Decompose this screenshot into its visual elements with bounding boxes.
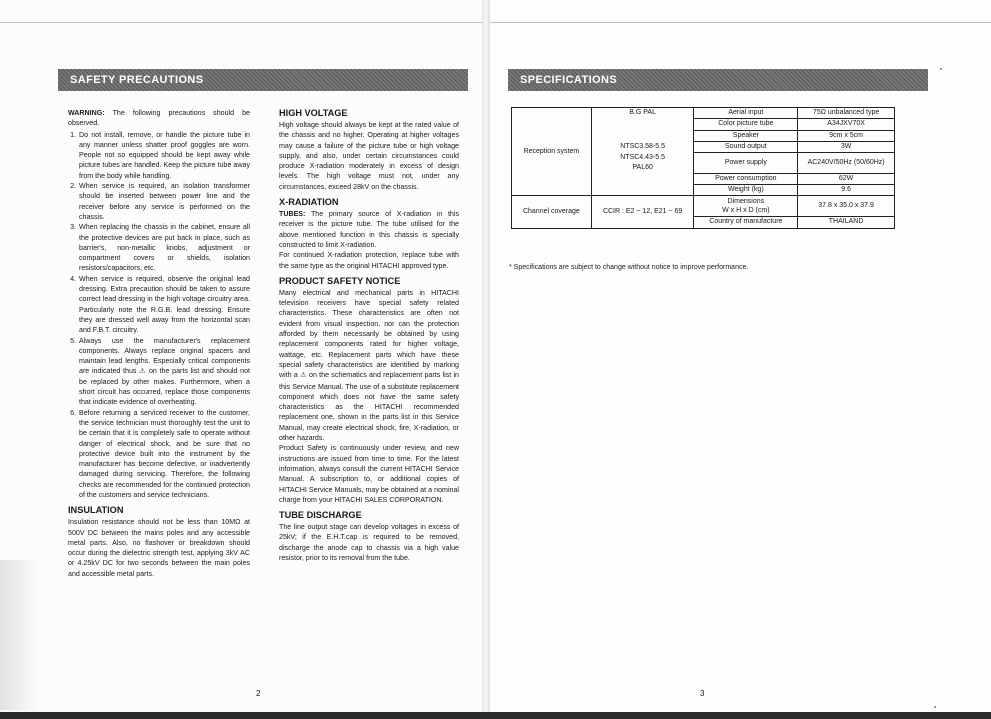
precaution-item: 4. When service is required, observe the original lead dressing. Extra precaution should be taken to assure correct lead dressing in the high voltage circuitry area. Particularly note the R.G.B. lead dressing. Ensure they are dressed well away from the horizontal scan and F.B.T. circuitry.	[78, 274, 250, 336]
product-safety-paragraph	[279, 288, 459, 443]
spec-label: Country of manufacture	[694, 217, 798, 228]
precaution-item: 6. Before returning a serviced receiver to the customer, the service technician must thoroughly test the unit to be certain that it is completely safe to operate without danger of electrical shock, and be sure that no protective device built into the instrument by the manufacturer has become defective, or inadvertently damaged during servicing. Therefore, the following checks are recommended for the continued protection of the customers and service technicians.	[78, 408, 250, 501]
reception-spacer	[591, 173, 694, 184]
channel-coverage-value: CCIR : E2 ~ 12, E21 ~ 69	[591, 196, 694, 228]
spec-label: Speaker	[694, 130, 798, 141]
product-safety-heading: PRODUCT SAFETY NOTICE	[279, 275, 401, 286]
spec-value: 62W	[798, 173, 895, 184]
high-voltage-heading: HIGH VOLTAGE	[279, 108, 348, 118]
channel-coverage-label: Channel coverage	[512, 196, 592, 228]
reception-spacer	[591, 119, 694, 130]
spec-label: Sound output	[694, 141, 798, 152]
reception-value: NTSC3.58-5.5	[591, 141, 694, 152]
page-number-right: 3	[700, 689, 705, 698]
reception-system-label: Reception system	[512, 108, 592, 196]
spec-label: Dimensions	[727, 198, 765, 206]
high-voltage-text: High voltage should always be kept at the rated value of the chassis and no higher. Operating at higher voltages may cause a failure of the picture tube or high voltage supply, and also, under certain circumstances could produce X-radiation moderately in excess of design levels. The high voltage must not, under any circumstances, exceed 28kV on the chassis.	[279, 121, 459, 191]
warning-text: The following precautions should be observed.	[68, 109, 250, 128]
dimensions-cell	[694, 196, 798, 217]
reception-spacer	[591, 130, 694, 141]
spec-label: Power supply	[694, 153, 798, 174]
safety-precautions-header: SAFETY PRECAUTIONS	[58, 69, 468, 91]
x-radiation-heading: X-RADIATION	[279, 197, 339, 208]
scan-bottom-edge	[0, 712, 991, 719]
spec-label: Color picture tube	[694, 119, 798, 130]
tubes-label: TUBES:	[279, 210, 306, 219]
spec-value: 3W	[798, 141, 895, 152]
spec-label: Aerial input	[694, 108, 798, 119]
reception-value: NTSC4.43-5.5	[591, 153, 694, 163]
spec-label: Weight (kg)	[694, 185, 798, 196]
reception-spacer	[591, 185, 694, 196]
product-safety-text-3: Product Safety is continuously under review, and new instructions are issued from time to time. For the latest information, always consult the current HITACHI Service Manual. A subscription to, or additional copies of HITACHI Service Manuals, may be obtained at a nominal charge from your HITACHI SALES CORPORATION.	[279, 444, 459, 504]
product-safety-text-1: Many electrical and mechanical parts in HITACHI television receivers have special safety related characteristics. These characteristics are often not evident from visual inspection, nor can the protection afforded by them necessarily be obtained by using replacement components rated for higher voltage, wattage, etc. Replacement parts which have these special safety characteristics are identified by marking with a	[279, 288, 459, 380]
page-number-left: 2	[256, 689, 261, 698]
table-row	[512, 108, 895, 119]
left-column	[68, 108, 250, 579]
spec-value: THAILAND	[798, 217, 895, 228]
x-radiation-text: The primary source of X-radiation in this receiver is the picture tube. The tube utilised for the above mentioned function in this chassis is specially constructed to limit X-radiation.	[279, 210, 459, 249]
specifications-table	[511, 107, 895, 229]
insulation-text: Insulation resistance should not be less than 10MΩ at 500V DC between the mains poles and any accessible metal parts. Also, no flashover or breakdown should occur during the dielectric strength test, applying 3kV AC or 4.25kV DC for two seconds between the main poles and accessible metal parts.	[68, 518, 250, 578]
reception-value: PAL60	[591, 163, 694, 173]
tube-discharge-text: The line output stage can develop voltages in excess of 25kV; if the E.H.T.cap is required to be removed, discharge the anode cap to chassis via a high value resistor, prior to its removal from the tube.	[279, 523, 459, 562]
scan-speck	[940, 68, 942, 70]
scan-speck	[934, 706, 936, 708]
precautions-list	[68, 130, 250, 501]
reception-value: B.G PAL	[591, 108, 694, 119]
x-radiation-paragraph	[279, 209, 459, 250]
specifications-footnote: * Specifications are subject to change without notice to improve performance.	[509, 264, 749, 271]
table-row	[512, 196, 895, 217]
precaution-item: 1. Do not install, remove, or handle the picture tube in any manner unless shatter proof goggles are worn. People not so equipped should be kept away while picture tubes are handled. Keep the picture tube away from the body while handling.	[78, 130, 250, 181]
precaution-item: 5. Always use the manufacturer's replacement components. Always replace original spacers and maintain lead lengths. Especially critical components are indicated thus ⚠ on the parts list and should not be replaced by other makes. Furthermore, when a short circuit has occurred, replace those components that indicate evidence of overheating.	[78, 336, 250, 408]
product-safety-text-2: on the schematics and replacement parts list in this Service Manual. The use of a substitute replacement component which does not have the same safety characteristics as the HITACHI recommended replacement one, shown in the parts list in this Service Manual, may create electrical shock, fire, X-radiation, or other hazards.	[279, 371, 459, 443]
spec-value: 9cm x 5cm	[798, 130, 895, 141]
spec-value: AC240V/50Hz (50/60Hz)	[798, 153, 895, 174]
spec-label-sub: W x H x D (cm)	[722, 207, 770, 215]
specifications-header: SPECIFICATIONS	[508, 69, 928, 91]
spec-value: 75Ω unbalanced type	[798, 108, 895, 119]
page-gutter	[482, 0, 490, 719]
spec-label: Power consumption	[694, 173, 798, 184]
middle-column	[279, 108, 459, 563]
warning-triangle-icon: ⚠	[300, 372, 307, 380]
insulation-heading: INSULATION	[68, 505, 124, 516]
warning-paragraph	[68, 108, 250, 129]
top-rule-right	[490, 22, 991, 23]
spec-value: 9.6	[798, 185, 895, 196]
scan-shadow	[0, 560, 40, 710]
top-rule-left	[0, 22, 482, 23]
x-radiation-text-2: For continued X-radiation protection, replace tube with the same type as the original HITACHI approved type.	[279, 251, 459, 270]
spec-value: 37.8 x 35.0 x 37.9	[798, 196, 895, 217]
tube-discharge-heading: TUBE DISCHARGE	[279, 510, 362, 521]
spec-value: A34JXV70X	[798, 119, 895, 130]
precaution-item: 3. When replacing the chassis in the cabinet, ensure all the protective devices are put back in place, such as barrier's, non-metallic knobs, adjustment or compartment covers or shields, isolation resistors/capacitors, etc.	[78, 222, 250, 273]
warning-label: WARNING:	[68, 109, 105, 117]
precaution-item: 2. When service is required, an isolation transformer should be inserted between power line and the receiver before any service is performed on the chassis.	[78, 181, 250, 222]
